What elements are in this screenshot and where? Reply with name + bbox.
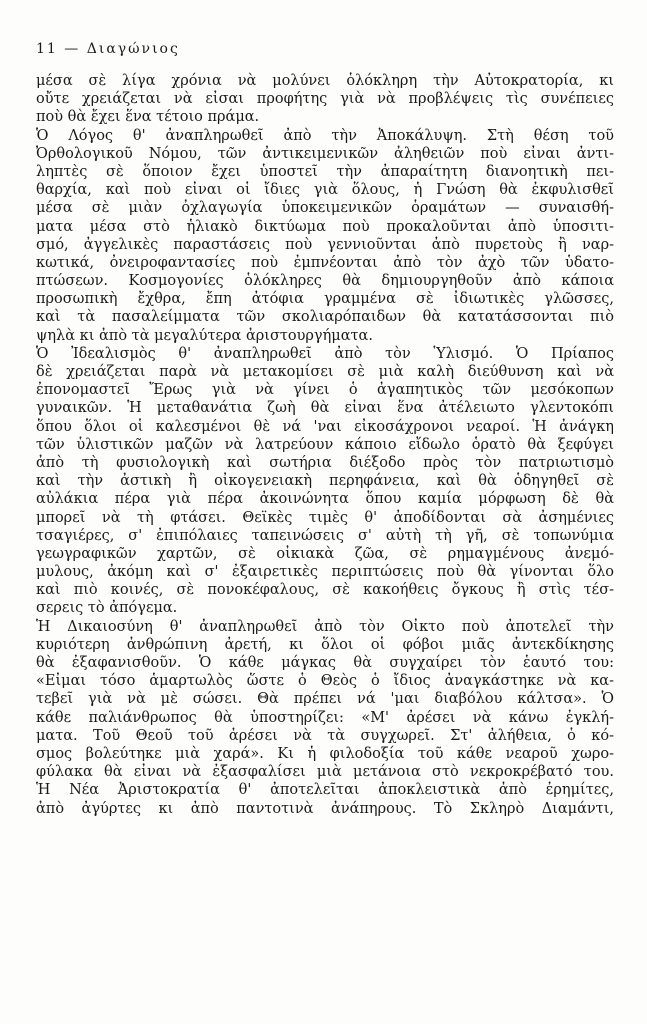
text-line: ματα. Τοῦ Θεοῦ τοῦ ἀρέσει νὰ τὰ συγχωρεῖ. Στ' ἀλήθεια, ὁ κό- <box>36 727 614 744</box>
text-line: ψηλὰ κι ἀπὸ τὰ μεγαλύτερα ἀριστουργήματα. <box>36 327 373 344</box>
text-line: γυναικῶν. Ἡ μεταθανάτια ζωὴ θὰ εἶναι ἕνα ἀτέλειωτο γλεντοκόπι <box>36 400 614 417</box>
text-line: Ὁ Λόγος θ' ἀναπληρωθεῖ ἀπὸ τὴν Ἀποκάλυψη. Στὴ θέση τοῦ <box>36 127 614 144</box>
text-line: προσωπικὴ ἔχθρα, ἔπη ἀτόφια γραμμένα σὲ ἰδιωτικὲς γλῶσσες, <box>36 291 614 308</box>
text-line: γεωγραφικῶν χαρτῶν, σὲ οἰκιακὰ ζῶα, σὲ ρημαγμένους ἀνεμό- <box>36 545 614 562</box>
text-line: ποὺ θὰ ἔχει ἕνα τέτοιο πράμα. <box>36 109 260 126</box>
text-line: μέσα σὲ λίγα χρόνια νὰ μολύνει ὁλόκληρη τὴν Αὐτοκρατορία, κι <box>36 73 614 89</box>
running-head: 11 — Διαγώνιος <box>36 41 180 57</box>
text-line: τῶν ὑλιστικῶν μαζῶν νὰ λατρεύουν κάποιο εἴδωλο ὁρατὸ θὰ ξεφύγει <box>36 436 614 453</box>
text-line: καὶ τὴν ἀστικὴ ἢ οἰκογενειακὴ περηφάνεια, καὶ θὰ ὁδηγηθεῖ σὲ <box>36 473 614 490</box>
text-line: ματα μέσα στὸ ἡλιακὸ δικτύωμα ποὺ προκαλοῦνται ἀπὸ ὑποσιτι- <box>36 218 614 235</box>
text-line: φύλακα θὰ εἶναι νὰ ἐξασφαλίσει μιὰ μετάνοια στὸ νεκροκρέβατό του. <box>36 764 614 781</box>
text-line: οὔτε χρειάζεται νὰ εἶσαι προφήτης γιὰ νὰ προβλέψεις τὶς συνέπειες <box>36 91 614 108</box>
text-line: τσαγιέρες, σ' ἐπιπόλαιες ταπεινώσεις σ' αὐτὴ τὴ γῆ, σὲ τοπωνύμια <box>36 527 614 544</box>
text-line: θὰ ἐξαφανισθοῦν. Ὁ κάθε μάγκας θὰ συγχαίρει τὸν ἑαυτό του: <box>36 655 614 671</box>
text-line: μπορεῖ νὰ τὴ φτάσει. Θεϊκὲς τιμὲς θ' ἀποδίδονται σὰ ἀσημένιες <box>36 509 614 526</box>
text-line: ἀπὸ τὴ φυσιολογικὴ καὶ σωτήρια διέξοδο πρὸς τὸν πατριωτισμὸ <box>36 454 614 471</box>
text-line: Ἡ Νέα Ἀριστοκρατία θ' ἀποτελεῖται ἀποκλειστικὰ ἀπὸ ἐρημίτες, <box>36 782 614 799</box>
text-line: ἀπὸ ἀγύρτες κι ἀπὸ παντοτινὰ ἀνάπηρους. Τὸ Σκληρὸ Διαμάντι, <box>36 800 614 817</box>
text-line: σμος βολεύτηκε μιὰ χαρά». Κι ἡ φιλοδοξία τοῦ κάθε νεαροῦ χωρο- <box>36 745 614 762</box>
text-line: ὅπου ὅλοι οἱ καλεσμένοι θὲ νά 'ναι εἰκοσάχρονοι νεαροί. Ἡ ἀνάγκη <box>36 418 614 435</box>
text-line: Ὁ Ἰδεαλισμὸς θ' ἀναπληρωθεῖ ἀπὸ τὸν Ὑλισμό. Ὁ Πρίαπος <box>36 345 614 362</box>
text-line: σερεις τὸ ἀπόγεμα. <box>36 600 178 617</box>
text-line: κάθε παλιάνθρωπος θὰ ὑποστηρίζει: «Μ' ἀρέσει νὰ κάνω ἐγκλή- <box>36 709 614 726</box>
text-line: «Εἶμαι τόσο ἁμαρτωλὸς ὥστε ὁ Θεὸς ὁ ἴδιος ἀναγκάστηκε νὰ κα- <box>36 673 614 690</box>
text-line: τεβεῖ γιὰ νὰ μὲ σώσει. Θὰ πρέπει νά 'μαι διαβόλου κάλτσα». Ὁ <box>36 691 614 708</box>
text-line: Ἡ Δικαιοσύνη θ' ἀναπληρωθεῖ ἀπὸ τὸν Οἶκτο ποὺ ἀποτελεῖ τὴν <box>36 618 614 635</box>
text-line: καὶ πιὸ κοινές, σὲ πονοκέφαλους, σὲ κακοήθεις ὄγκους ἢ στὶς τέσ- <box>36 582 614 599</box>
text-line: ληπτὲς σὲ ὅποιον ἔχει ὑποστεῖ τὴν ἀπαραίτητη διανοητικὴ πει- <box>36 163 614 180</box>
text-line: δὲ χρειάζεται παρὰ νὰ μετακομίσει σὲ μιὰ καλὴ διεύθυνση καὶ νὰ <box>36 364 614 380</box>
text-line: ἐπονομαστεῖ Ἔρως γιὰ νὰ γίνει ὁ ἀγαπητικὸς τῶν μεσόκοπων <box>36 382 614 399</box>
text-line: μέσα σὲ μιὰν ὀχλαγωγία ὑποκειμενικῶν ὁραμάτων — συναισθή- <box>36 200 614 217</box>
text-line: μυλους, ἀκόμη καὶ σ' ἐξαιρετικὲς περιπτώσεις ποὺ θὰ γίνονται ὅλο <box>36 564 614 581</box>
body-text <box>36 72 614 818</box>
text-line: πτώσεων. Κοσμογονίες ὁλόκληρες θὰ δημιουργηθοῦν ἀπὸ κάποια <box>36 273 614 290</box>
text-line: αὐλάκια πέρα γιὰ πέρα ἀκοινώνητα ὅπου καμία μόρφωση δὲ θὰ <box>36 491 614 508</box>
text-line: Ὀρθολογικοῦ Νόμου, τῶν ἀντικειμενικῶν ἀληθειῶν ποὺ εἶναι ἀντι- <box>36 145 614 162</box>
text-line: κωτικά, ὀνειροφαντασίες ποὺ ἐμπνέονται ἀπὸ τὸν ἀχὸ τῶν ὑδατο- <box>36 254 614 271</box>
text-line: σμό, ἀγγελικὲς παραστάσεις ποὺ γεννιοῦνται ἀπὸ πυρετοὺς ἢ ναρ- <box>36 236 614 253</box>
text-line: κυριότερη ἀνθρώπινη ἀρετή, κι ὅλοι οἱ φόβοι μιᾶς ἀντεκδίκησης <box>36 636 614 653</box>
text-line: θαρχία, καὶ ποὺ εἶναι οἱ ἴδιες γιὰ ὅλους, ἡ Γνώση θὰ ἐκφυλισθεῖ <box>36 182 614 199</box>
text-line: καὶ τὰ πασαλείμματα τῶν σκολιαρόπαιδων θὰ κατατάσσονται πιὸ <box>36 309 614 326</box>
